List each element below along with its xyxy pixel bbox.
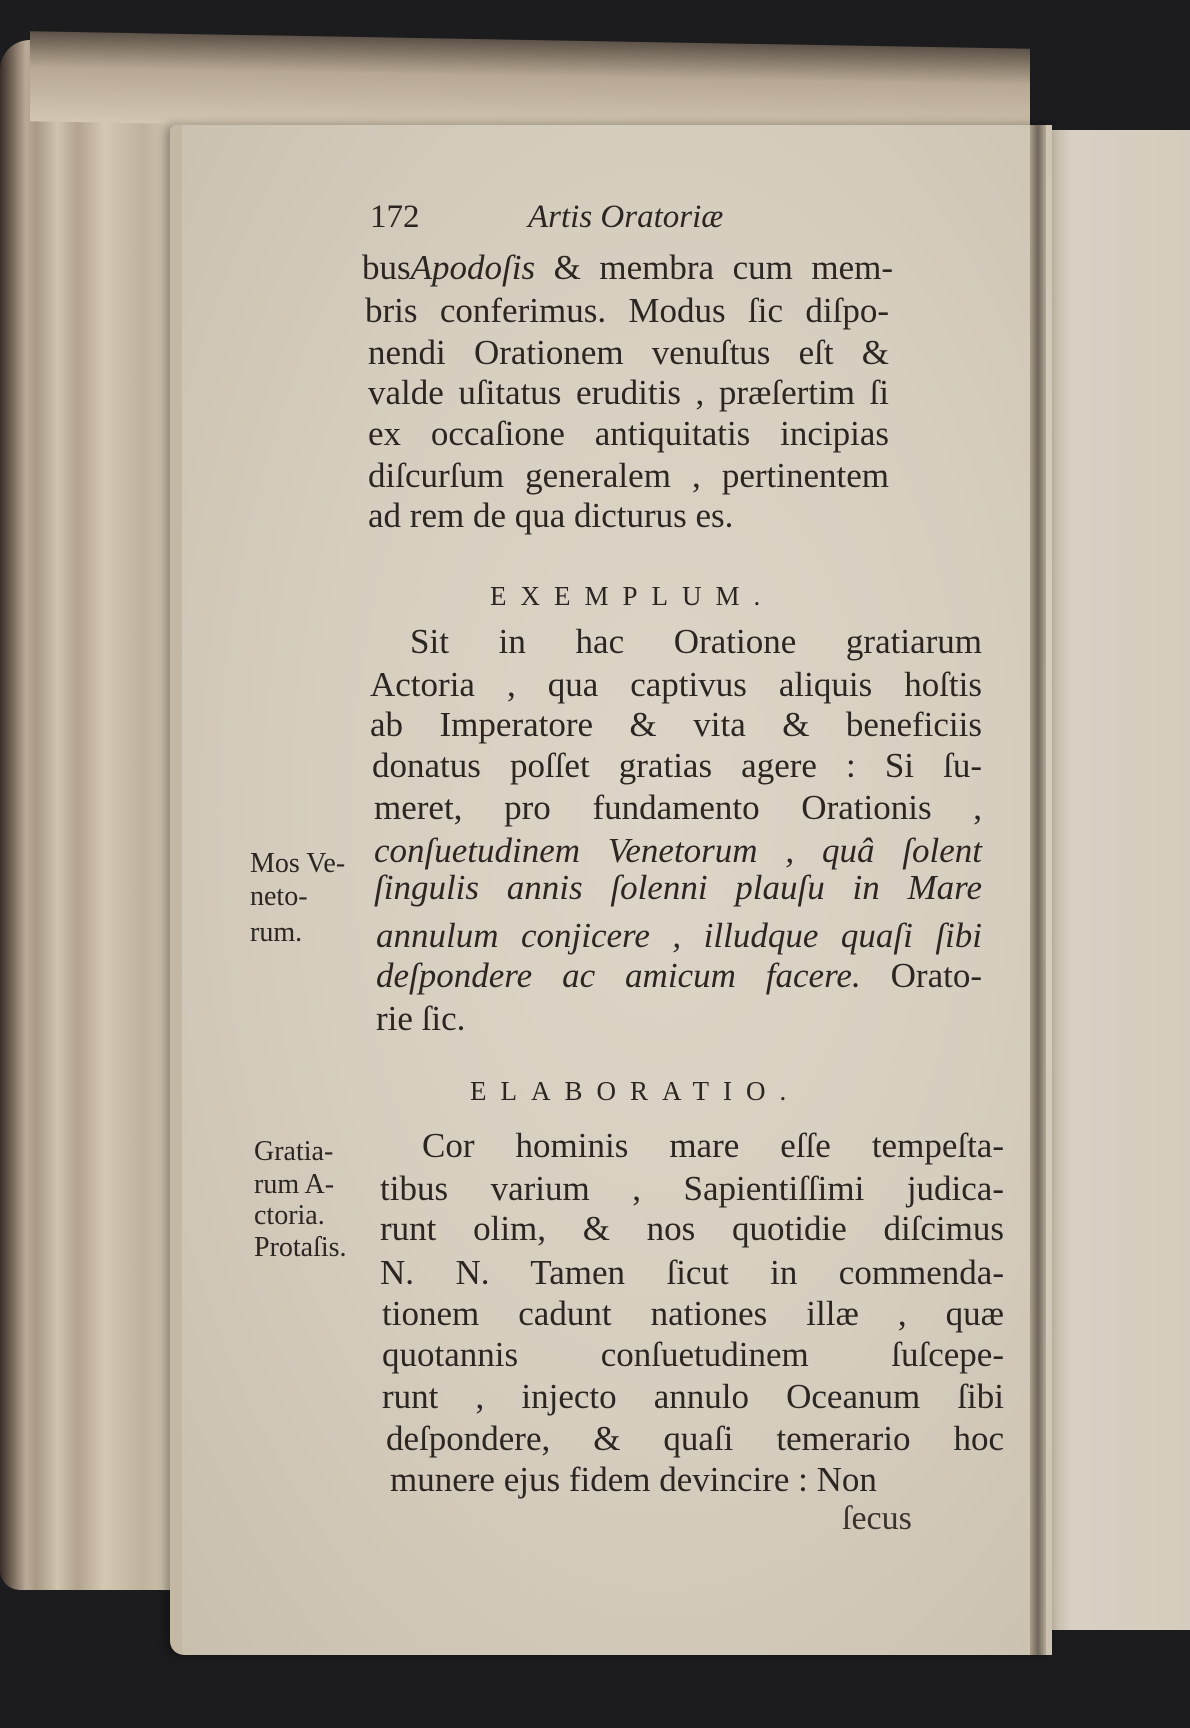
text-line	[380, 1253, 1004, 1293]
text-segment: meret, pro fundamento Orationis ,	[374, 788, 982, 827]
text-line	[422, 1126, 1004, 1166]
margin-note-line: rum A-	[254, 1169, 335, 1200]
text-line	[410, 622, 982, 662]
text-line	[390, 1460, 1004, 1500]
text-line	[374, 831, 982, 871]
text-segment: munere ejus fidem devincire : Non	[390, 1460, 877, 1499]
catchword: ſecus	[842, 1500, 912, 1537]
text-line	[376, 999, 982, 1039]
text-line	[370, 705, 982, 745]
text-line	[368, 456, 889, 496]
italic-text: annulum conjicere , illudque quaſi ſibi	[376, 916, 982, 955]
text-line	[368, 496, 889, 536]
text-segment: valde uſitatus eruditis , præſertim ſi	[368, 373, 889, 412]
text-segment: diſcurſum generalem , pertinentem	[368, 456, 889, 495]
margin-note-line: Mos Ve-	[250, 848, 346, 879]
text-line	[376, 956, 982, 996]
italic-text: conſuetudinem Venetorum , quâ ſolent	[374, 831, 982, 870]
text-segment: tibus varium , Sapientiſſimi judica-	[380, 1169, 1004, 1208]
text-segment: N. N. Tamen ſicut in commenda-	[380, 1253, 1004, 1292]
margin-note-line: Gratia-	[254, 1136, 334, 1167]
text-segment: Orato-	[860, 956, 982, 995]
text-segment: ab Imperatore & vita & beneficiis	[370, 705, 982, 744]
text-line	[386, 1419, 1004, 1459]
text-line	[374, 868, 982, 908]
text-segment: quotannis conſuetudinem ſuſcepe-	[382, 1335, 1004, 1374]
text-line	[368, 414, 889, 454]
section-heading: ELABORATIO.	[470, 1076, 801, 1106]
text-segment: ex occaſione antiquitatis incipias	[368, 414, 889, 453]
margin-note-line: ctoria.	[254, 1200, 325, 1231]
text-segment: bus	[362, 248, 411, 287]
text-line	[382, 1335, 1004, 1375]
italic-text: Apodoſis	[410, 248, 536, 287]
text-segment: Actoria , qua captivus aliquis hoſtis	[370, 665, 982, 704]
text-line	[368, 373, 889, 413]
text-line	[370, 665, 982, 705]
text-segment: rie ſic.	[376, 999, 466, 1038]
italic-text: deſpondere ac amicum facere.	[376, 956, 861, 995]
margin-note-line: Protaſis.	[254, 1232, 347, 1263]
text-segment: runt olim, & nos quotidie diſcimus	[380, 1209, 1004, 1248]
text-line	[368, 333, 889, 373]
text-segment: bris conferimus. Modus ſic diſpo-	[365, 291, 889, 330]
margin-note-line: rum.	[250, 917, 303, 948]
text-line	[380, 1169, 1004, 1209]
book-gutter	[1030, 125, 1046, 1655]
text-segment: deſpondere, & quaſi temerario hoc	[386, 1419, 1004, 1458]
text-segment: tionem cadunt nationes illæ , quæ	[382, 1294, 1004, 1333]
text-segment: donatus poſſet gratias agere : Si ſu-	[372, 746, 982, 785]
page-number: 172	[370, 199, 420, 235]
text-line	[372, 746, 982, 786]
text-line	[382, 1377, 1004, 1417]
text-line	[374, 788, 982, 828]
margin-note-line: neto-	[250, 881, 308, 912]
section-heading: EXEMPLUM.	[490, 581, 775, 611]
text-line	[362, 248, 893, 288]
facing-page	[1040, 130, 1190, 1630]
text-segment: nendi Orationem venuſtus eſt &	[368, 333, 889, 372]
text-segment: Cor hominis mare eſſe tempeſta-	[422, 1126, 1004, 1165]
running-title: Artis Oratoriæ	[528, 199, 724, 235]
text-line	[365, 291, 889, 331]
text-segment: runt , injecto annulo Oceanum ſibi	[382, 1377, 1004, 1416]
text-segment: ad rem de qua dicturus es.	[368, 496, 734, 535]
italic-text: ſingulis annis ſolenni plauſu in Mare	[374, 868, 982, 907]
text-segment: & membra cum mem-	[535, 248, 893, 287]
page-edges-top	[30, 31, 1030, 138]
text-line	[382, 1294, 1004, 1334]
text-line	[380, 1209, 1004, 1249]
text-line	[376, 916, 982, 956]
text-segment: Sit in hac Oratione gratiarum	[410, 622, 982, 661]
